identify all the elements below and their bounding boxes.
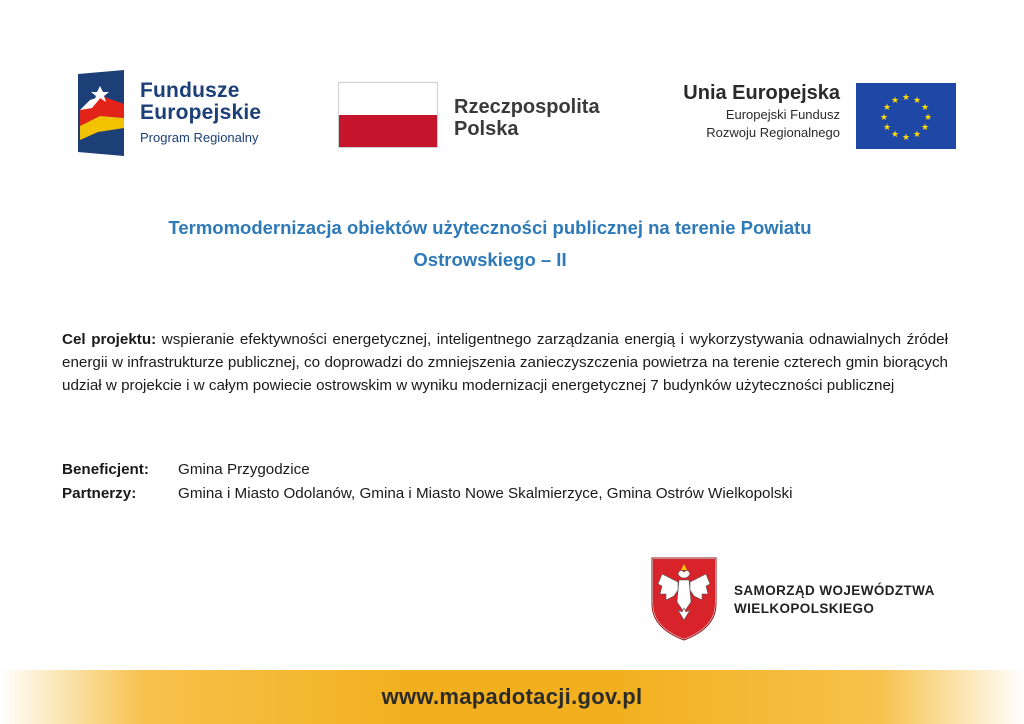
wielkopolska-text <box>734 582 935 618</box>
beneficiary-value: Gmina Przygodzice <box>178 461 310 478</box>
fundusze-text <box>140 80 261 145</box>
partners-label: Partnerzy: <box>62 485 137 502</box>
svg-text:★: ★ <box>890 96 900 106</box>
project-title-line1: Termomodernizacja obiektów użyteczności publicznej na terenie Powiatu <box>168 217 812 238</box>
footer-bar <box>0 670 1024 724</box>
rzeczpospolita-polska-logo <box>338 82 628 152</box>
svg-text:★: ★ <box>920 103 930 113</box>
svg-text:★: ★ <box>882 123 892 133</box>
svg-text:★: ★ <box>901 93 911 103</box>
goal-label: Cel projektu: <box>62 331 157 348</box>
unia-europejska-logo <box>672 80 962 150</box>
beneficiary-row <box>62 458 962 482</box>
project-info <box>62 458 962 506</box>
fundusze-line3: Program Regionalny <box>140 130 259 145</box>
fundusze-europejskie-flag-icon <box>78 70 124 156</box>
rzeczpospolita-text <box>454 96 600 140</box>
project-title-line2: Ostrowskiego – II <box>413 249 567 270</box>
eu-flag-icon <box>856 83 956 149</box>
wielkopolska-eagle-shield-icon <box>648 554 720 642</box>
rzeczpospolita-line1: Rzeczpospolita <box>454 96 600 118</box>
wielkopolska-line1: SAMORZĄD WOJEWÓDZTWA <box>734 583 935 598</box>
unia-sub2: Rozwoju Regionalnego <box>706 125 840 140</box>
logo-strip <box>0 60 1024 170</box>
fundusze-line2: Europejskie <box>140 101 262 124</box>
poland-flag-icon <box>338 82 438 148</box>
svg-text:★: ★ <box>882 103 892 113</box>
unia-sub1: Europejski Fundusz <box>725 107 840 122</box>
unia-text <box>683 80 840 142</box>
svg-text:★: ★ <box>912 96 922 106</box>
beneficiary-label: Beneficjent: <box>62 461 149 478</box>
svg-text:★: ★ <box>912 130 922 140</box>
svg-text:★: ★ <box>879 113 889 123</box>
rzeczpospolita-line2: Polska <box>454 118 519 140</box>
fundusze-europejskie-logo <box>78 68 298 158</box>
project-title <box>90 212 890 276</box>
footer-url[interactable]: www.mapadotacji.gov.pl <box>381 684 643 709</box>
samorzad-wielkopolska-logo <box>648 554 968 646</box>
goal-text: wspieranie efektywności energetycznej, inteligentnego zarządzania energią i wykorzystywania odnawialnych źródeł energii w infrastrukturze publicznej, co doprowadzi do zmniejszenia zanieczyszczenia powietrza na terenie czterech gmin biorących udział w projekcie i w całym powiecie ostrowskim w wyniku modernizacji energetycznej 7 budynków użyteczności publicznej <box>62 331 948 394</box>
svg-text:★: ★ <box>901 133 911 143</box>
fundusze-line1: Fundusze <box>140 79 240 102</box>
partners-row <box>62 482 962 506</box>
unia-title: Unia Europejska <box>683 82 840 104</box>
svg-text:★: ★ <box>920 123 930 133</box>
svg-text:★: ★ <box>890 130 900 140</box>
svg-text:★: ★ <box>923 113 933 123</box>
project-goal-paragraph <box>62 328 948 397</box>
wielkopolska-line2: WIELKOPOLSKIEGO <box>734 601 875 616</box>
partners-value: Gmina i Miasto Odolanów, Gmina i Miasto Nowe Skalmierzyce, Gmina Ostrów Wielkopolski <box>178 485 793 502</box>
